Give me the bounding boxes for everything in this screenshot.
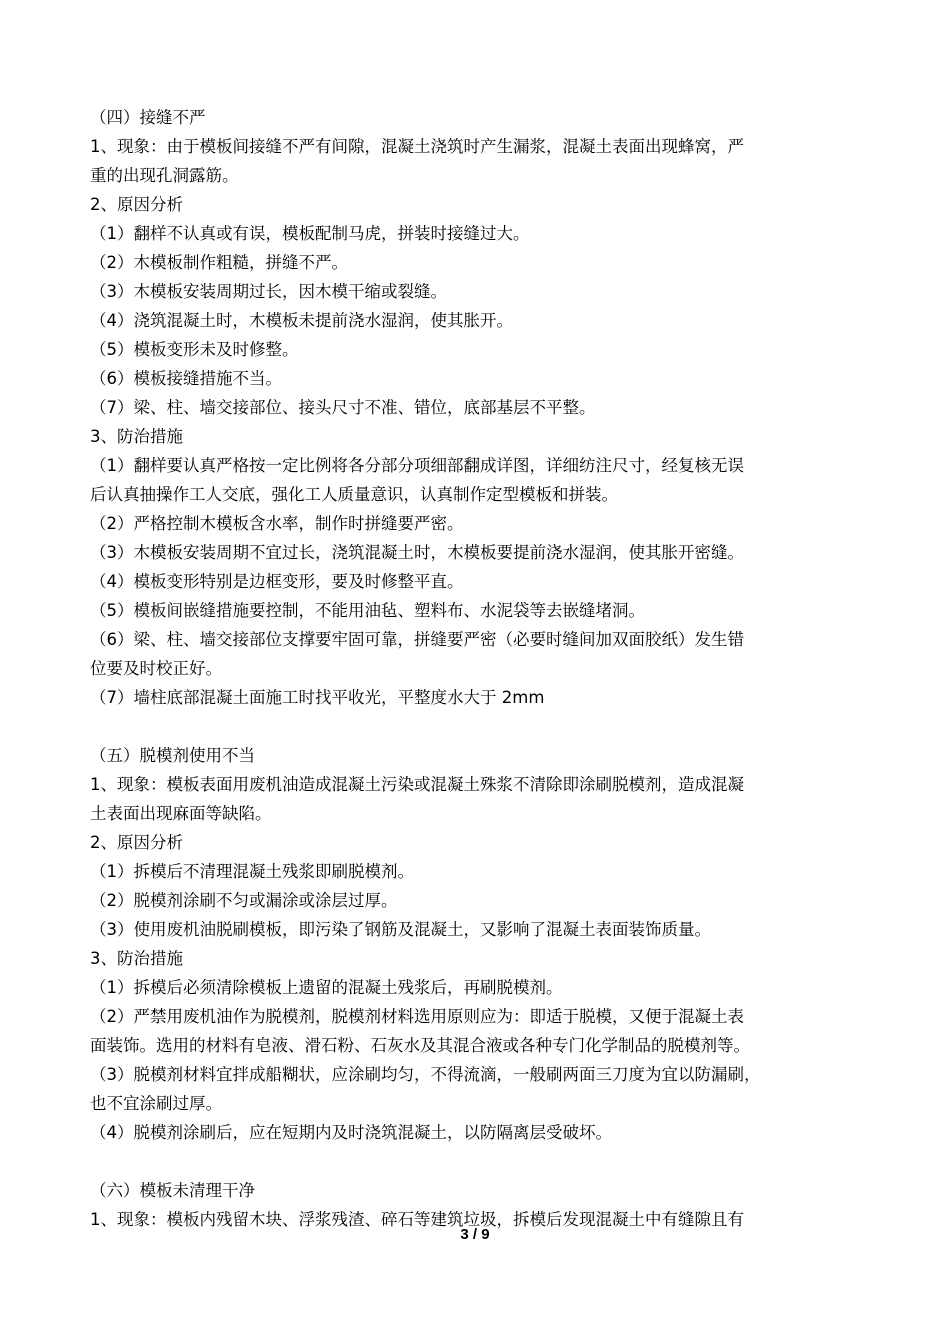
paragraph-line: 面装饰。选用的材料有皂液、滑石粉、石灰水及其混合液或各种专门化学制品的脱模剂等。 [90,1036,750,1055]
paragraph-line: （2）木模板制作粗糙，拼缝不严。 [90,253,348,272]
paragraph-line: 1、现象：由于模板间接缝不严有间隙，混凝土浇筑时产生漏浆，混凝土表面出现蜂窝，严 [90,137,744,156]
paragraph-line: 后认真抽操作工人交底，强化工人质量意识，认真制作定型模板和拼装。 [90,485,618,504]
paragraph-line: （4）浇筑混凝土时，木模板未提前浇水湿润，使其胀开。 [90,311,513,330]
paragraph-line: （1）翻样要认真严格按一定比例将各分部分项细部翻成详图，详细纺注尺寸，经复核无误 [90,456,744,475]
paragraph-line: （4）模板变形特别是边框变形，要及时修整平直。 [90,572,464,591]
paragraph-line: （6）模板接缝措施不当。 [90,369,282,388]
paragraph-line: （2）脱模剂涂刷不匀或漏涂或涂层过厚。 [90,891,398,910]
document-section [90,103,865,712]
section-heading: （五）脱模剂使用不当 [90,746,255,765]
paragraph-line: （1）拆模后不清理混凝土残浆即刷脱模剂。 [90,862,414,881]
document-section [90,741,865,1147]
paragraph-line: （3）使用废机油脱刷模板，即污染了钢筋及混凝土，又影响了混凝土表面装饰质量。 [90,920,711,939]
page-number: 3 / 9 [460,1226,490,1243]
paragraph-line: 2、原因分析 [90,195,183,214]
paragraph-line: （3）木模板安装周期过长，因木模干缩或裂缝。 [90,282,447,301]
paragraph-line: （6）梁、柱、墙交接部位支撑要牢固可靠，拼缝要严密（必要时缝间加双面胶纸）发生错 [90,630,744,649]
paragraph-line: （4）脱模剂涂刷后，应在短期内及时浇筑混凝土，以防隔离层受破坏。 [90,1123,612,1142]
paragraph-line: （7）梁、柱、墙交接部位、接头尺寸不准、错位，底部基层不平整。 [90,398,596,417]
paragraph-line: （3）脱模剂材料宜拌成船糊状，应涂刷均匀，不得流滴，一般刷两面三刀度为宜以防漏刷， [90,1065,761,1084]
paragraph-line: 位要及时校正好。 [90,659,222,678]
paragraph-line: 1、现象：模板表面用废机油造成混凝土污染或混凝土殊浆不清除即涂刷脱模剂，造成混凝 [90,775,744,794]
paragraph-line: 3、防治措施 [90,427,183,446]
section-spacer [90,1147,865,1176]
paragraph-line: （2）严禁用废机油作为脱模剂，脱模剂材料选用原则应为：即适于脱模，又便于混凝土表 [90,1007,744,1026]
paragraph-line: 土表面出现麻面等缺陷。 [90,804,272,823]
paragraph-line: （1）翻样不认真或有误，模板配制马虎，拼装时接缝过大。 [90,224,530,243]
document-body [90,103,865,1234]
paragraph-line: （3）木模板安装周期不宜过长，浇筑混凝土时，木模板要提前浇水湿润，使其胀开密缝。 [90,543,744,562]
paragraph-line: （1）拆模后必须清除模板上遗留的混凝土残浆后，再刷脱模剂。 [90,978,563,997]
paragraph-line: （5）模板变形未及时修整。 [90,340,299,359]
section-heading: （六）模板未清理干净 [90,1181,255,1200]
paragraph-line: （2）严格控制木模板含水率，制作时拼缝要严密。 [90,514,464,533]
section-spacer [90,712,865,741]
section-heading: （四）接缝不严 [90,108,206,127]
paragraph-line: 3、防治措施 [90,949,183,968]
paragraph-line: 也不宜涂刷过厚。 [90,1094,222,1113]
paragraph-line: 重的出现孔洞露筋。 [90,166,239,185]
paragraph-line: 1、现象：模板内残留木块、浮浆残渣、碎石等建筑垃圾，拆模后发现混凝土中有缝隙且有 [90,1210,744,1229]
paragraph-line: 2、原因分析 [90,833,183,852]
paragraph-line: （5）模板间嵌缝措施要控制，不能用油毡、塑料布、水泥袋等去嵌缝堵洞。 [90,601,645,620]
paragraph-line: （7）墙柱底部混凝土面施工时找平收光，平整度水大于 2mm [90,688,545,707]
